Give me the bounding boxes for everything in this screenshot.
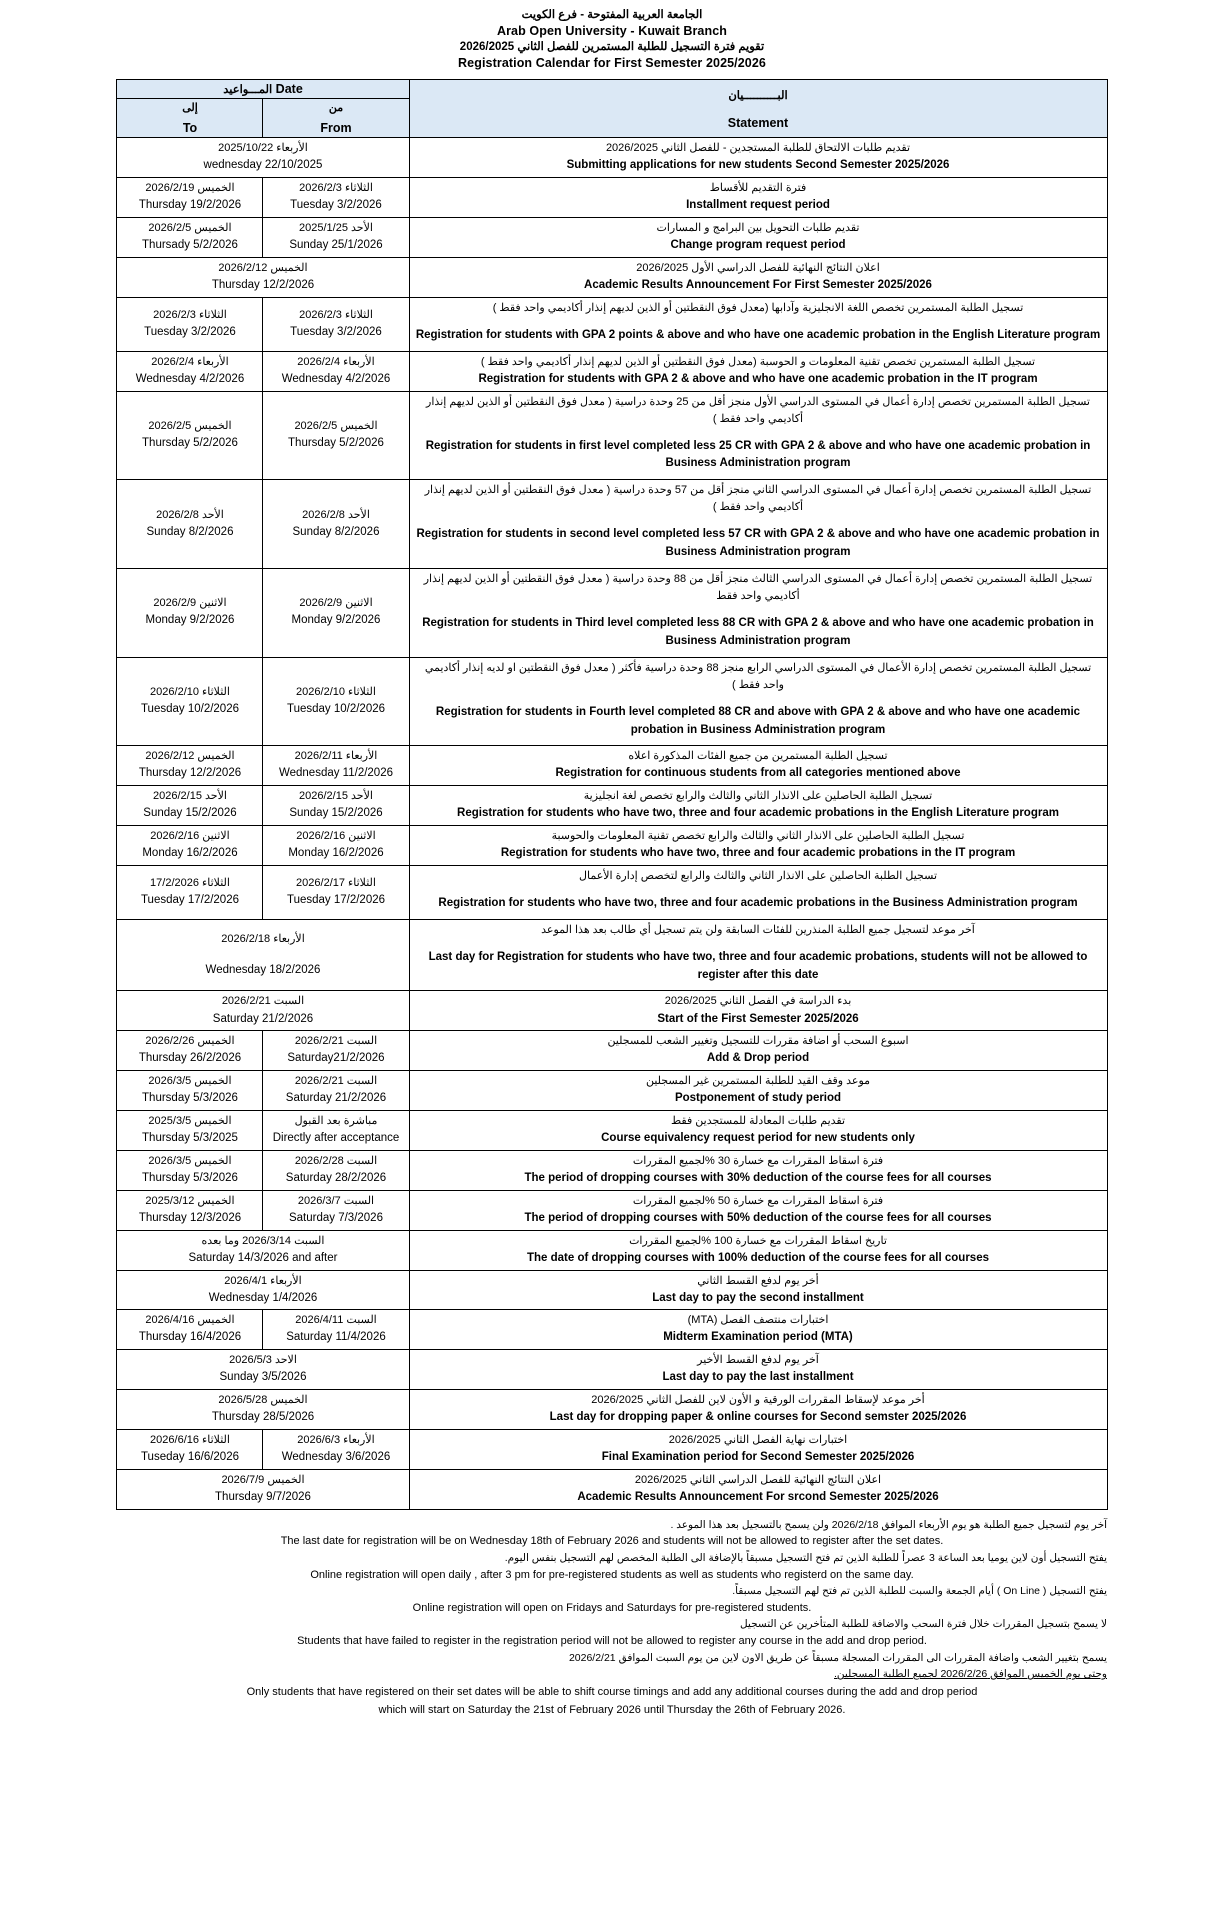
table-body: [117, 138, 1107, 1509]
footer-note-arabic: لا يسمح بتسجيل المقررات خلال فترة السحب والاضافة للطلبة المتأخرين عن التسجيل: [739, 1618, 1107, 1631]
footer-note-arabic: يفتح التسجيل ( On Line ) أيام الجمعة والسبت للطلبة الذين تم فتح لهم التسجيل مسبقاً.: [732, 1585, 1107, 1598]
cell-date-from: [263, 786, 409, 826]
statement-english: Registration for continuous students from all categories mentioned above: [555, 767, 961, 780]
table-row: [117, 1071, 1107, 1111]
cell-statement: [409, 991, 1107, 1031]
table-row: [117, 178, 1107, 218]
date-from-english: Monday 9/2/2026: [291, 614, 381, 627]
cell-date-to: [117, 1429, 263, 1469]
statement-english: The period of dropping courses with 30% deduction of the course fees for all courses: [524, 1171, 992, 1184]
date-arabic: الخميس 2026/2/12: [218, 261, 308, 274]
statement-arabic: تسجيل الطلبة المستمرين تخصص إدارة أعمال في المستوى الدراسي الثالث منجز أقل من 88 وحدة دراسية ( معدل فوق النقطتين أو الذين لديهم إنذار أكاديمي واحد فقط: [423, 572, 1093, 602]
table-row: [117, 297, 1107, 351]
cell-statement: [409, 138, 1107, 178]
date-to-english: Tuesday 17/2/2026: [140, 894, 239, 906]
statement-english: The date of dropping courses with 100% deduction of the course fees for all courses: [526, 1251, 989, 1264]
cell-date-from: [263, 568, 409, 657]
statement-arabic: موعد وقف القيد للطلبة المستمرين غير المسجلين: [645, 1075, 871, 1088]
table-row: [117, 480, 1107, 569]
date-from-arabic: الثلاثاء 2026/2/3: [299, 308, 373, 321]
date-from-english: Tuesday 17/2/2026: [286, 894, 386, 906]
statement-arabic: تقديم طلبات المعادلة للمستجدين فقط: [670, 1115, 846, 1128]
date-to-english: Tuesday 10/2/2026: [140, 703, 239, 716]
university-name-arabic: الجامعة العربية المفتوحة - فرع الكويت: [521, 9, 703, 21]
table-row: [117, 1150, 1107, 1190]
date-to-english: Thursday 16/4/2026: [138, 1331, 242, 1344]
cell-date-merged: [117, 257, 409, 297]
date-english: Thursday 28/5/2026: [211, 1411, 315, 1424]
date-from-arabic: الأحد 2026/2/8: [302, 508, 370, 521]
footer-note: [117, 1651, 1107, 1668]
header-from-arabic: من: [328, 102, 344, 115]
statement-arabic: تسجيل الطلبة المستمرين تخصص إدارة أعمال في المستوى الدراسي الثاني منجز أقل من 57 وحدة دراسية ( معدل فوق النقطتين أو الذين لديهم إنذار أكاديمي واحد فقط ): [424, 484, 1092, 514]
table-row: [117, 991, 1107, 1031]
table-row: [117, 786, 1107, 826]
statement-arabic: فترة اسقاط المقررات مع خسارة 50 %لجميع المقررات: [632, 1194, 884, 1207]
date-to-english: Thursday 5/2/2026: [142, 436, 238, 449]
date-to-arabic: الاثنين 2026/2/9: [153, 597, 227, 610]
date-from-english: Saturday 28/2/2026: [285, 1171, 387, 1184]
date-arabic: الأربعاء 2026/2/18: [221, 932, 305, 945]
cell-statement: [409, 657, 1107, 746]
header-to: [117, 99, 263, 138]
cell-date-merged: [117, 919, 409, 991]
footer-note: [117, 1617, 1107, 1650]
date-from-arabic: الأربعاء 2026/2/4: [297, 355, 375, 368]
cell-statement: [409, 1469, 1107, 1509]
table-row: [117, 1390, 1107, 1430]
cell-date-from: [263, 1310, 409, 1350]
date-to-english: Wednesday 4/2/2026: [135, 372, 245, 385]
statement-english: Academic Results Announcement For First Semester 2025/2026: [584, 278, 932, 291]
date-from-arabic: الثلاثاء 2026/2/10: [296, 686, 376, 699]
date-to-arabic: الثلاثاء 17/2/2026: [150, 876, 230, 889]
cell-date-merged: [117, 1469, 409, 1509]
cell-statement: [409, 1111, 1107, 1151]
statement-english: Midterm Examination period (MTA): [663, 1331, 853, 1344]
date-from-arabic: السبت 2026/4/11: [295, 1314, 377, 1327]
footer-note: [117, 1518, 1107, 1551]
date-english: Wednesday 1/4/2026: [208, 1291, 318, 1304]
statement-arabic: آخر يوم لدفع القسط الأخير: [697, 1354, 819, 1367]
date-to-english: Thursday 12/2/2026: [138, 767, 242, 780]
date-to-english: Tuseday 16/6/2026: [140, 1450, 239, 1463]
statement-arabic: آخر موعد لتسجيل جميع الطلبة المنذرين للفئات السابقة ولن يتم تسجيل أي طالب بعد هذا الموعد: [541, 923, 975, 936]
date-to-arabic: الخميس 2026/2/19: [145, 182, 235, 195]
cell-date-from: [263, 391, 409, 480]
date-to-arabic: الثلاثاء 2026/6/16: [150, 1433, 230, 1446]
date-to-arabic: الخميس 2026/2/12: [145, 750, 235, 763]
cell-statement: [409, 865, 1107, 919]
cell-date-to: [117, 657, 263, 746]
table-row: [117, 826, 1107, 866]
cell-date-from: [263, 480, 409, 569]
cell-statement: [409, 1429, 1107, 1469]
table-row: [117, 351, 1107, 391]
cell-date-from: [263, 178, 409, 218]
statement-english: Registration for students who have two, three and four academic probations in the Business Administration program: [438, 897, 1078, 909]
table-row: [117, 1031, 1107, 1071]
date-from-arabic: السبت 2026/3/7: [297, 1194, 375, 1207]
document-header: [14, 6, 1210, 79]
statement-arabic: تسجيل الطلبة الحاصلين على الانذار الثاني والثالث والرابع تخصص لغة انجليزية: [583, 790, 933, 803]
statement-english: Change program request period: [670, 239, 846, 252]
footer-note: [117, 1702, 1107, 1720]
statement-arabic: فترة التقديم للأقساط: [709, 182, 807, 195]
date-from-english: Thursday 5/2/2026: [288, 436, 384, 449]
cell-date-to: [117, 218, 263, 258]
date-to-arabic: الخميس 2026/4/16: [145, 1314, 235, 1327]
cell-statement: [409, 1270, 1107, 1310]
cell-date-merged: [117, 1390, 409, 1430]
statement-english: Registration for students in first level completed less 25 CR with GPA 2 & above and who have one academic probation in Business Administration program: [425, 439, 1091, 470]
date-to-arabic: الأحد 2026/2/8: [156, 508, 224, 521]
cell-statement: [409, 1150, 1107, 1190]
cell-date-from: [263, 1071, 409, 1111]
statement-english: Installment request period: [686, 199, 830, 212]
date-from-english: Saturday 11/4/2026: [286, 1331, 386, 1344]
header-statement: [409, 80, 1107, 138]
date-from-arabic: السبت 2026/2/21: [294, 1075, 378, 1088]
date-arabic: الخميس 2026/7/9: [221, 1473, 305, 1486]
cell-date-merged: [117, 1350, 409, 1390]
cell-date-to: [117, 826, 263, 866]
date-arabic: السبت 2026/2/21: [221, 995, 305, 1008]
cell-date-merged: [117, 1230, 409, 1270]
date-to-english: Thursday 5/3/2025: [142, 1132, 238, 1145]
header-statement-arabic: البــــــــــيان: [728, 89, 788, 102]
cell-date-from: [263, 1190, 409, 1230]
table-row: [117, 257, 1107, 297]
date-arabic: الأربعاء 2025/10/22: [218, 142, 308, 155]
table-row: [117, 138, 1107, 178]
cell-date-to: [117, 1111, 263, 1151]
date-to-arabic: الثلاثاء 2026/2/10: [150, 686, 230, 699]
statement-english: Add & Drop period: [706, 1052, 810, 1065]
table-row: [117, 1270, 1107, 1310]
cell-date-to: [117, 786, 263, 826]
table-row: [117, 865, 1107, 919]
statement-arabic: تسجيل الطلبة المستمرين من جميع الفئات المذكورة اعلاه: [628, 750, 888, 763]
cell-statement: [409, 480, 1107, 569]
table-row: [117, 568, 1107, 657]
table-row: [117, 1350, 1107, 1390]
cell-date-to: [117, 1150, 263, 1190]
cell-statement: [409, 1350, 1107, 1390]
table-header: [117, 80, 1107, 138]
registration-calendar-table: [116, 79, 1107, 1509]
date-from-arabic: مباشرة بعد القبول: [294, 1115, 378, 1128]
date-from-arabic: الثلاثاء 2026/2/17: [296, 876, 376, 889]
date-from-arabic: الاثنين 2026/2/9: [299, 597, 373, 610]
cell-date-to: [117, 297, 263, 351]
statement-english: Last day for Registration for students who have two, three and four academic probations, students will not be allowed to register after this date: [428, 950, 1088, 981]
date-from-arabic: الأربعاء 2026/6/3: [297, 1433, 375, 1446]
cell-date-from: [263, 1111, 409, 1151]
cell-date-to: [117, 865, 263, 919]
statement-english: Final Examination period for Second Semester 2025/2026: [601, 1450, 915, 1463]
date-to-english: Tuesday 3/2/2026: [144, 325, 236, 338]
cell-date-from: [263, 218, 409, 258]
cell-statement: [409, 1310, 1107, 1350]
date-from-arabic: الاثنين 2026/2/16: [296, 830, 376, 843]
cell-date-from: [263, 351, 409, 391]
cell-statement: [409, 351, 1107, 391]
date-from-english: Saturday21/2/2026: [287, 1052, 385, 1065]
cell-date-to: [117, 746, 263, 786]
date-english: Thursday 12/2/2026: [211, 278, 315, 291]
date-to-english: Thursday 12/3/2026: [138, 1211, 242, 1224]
statement-arabic: اعلان النتائج النهائية للفصل الدراسي الأول 2026/2025: [636, 261, 880, 274]
date-from-english: Wednesday 4/2/2026: [281, 372, 391, 385]
date-from-english: Wednesday 11/2/2026: [278, 767, 393, 780]
statement-english: Registration for students with GPA 2 & above and who have one academic probation in the IT program: [478, 372, 1038, 385]
statement-english: Last day to pay the last installment: [662, 1371, 854, 1384]
date-english: Sunday 3/5/2026: [219, 1371, 307, 1384]
statement-arabic: اختبارات منتصف الفصل (MTA): [687, 1314, 829, 1327]
date-to-arabic: الخميس 2026/2/26: [145, 1035, 235, 1048]
table-row: [117, 1429, 1107, 1469]
statement-arabic: تسجيل الطلبة الحاصلين على الانذار الثاني والثالث والرابع تخصص تقنية المعلومات والحوسبة: [551, 830, 965, 843]
date-to-arabic: الخميس 2026/3/5: [148, 1075, 232, 1088]
date-arabic: الأربعاء 2026/4/1: [224, 1274, 302, 1287]
cell-date-from: [263, 1031, 409, 1071]
statement-arabic: تسجيل الطلبة الحاصلين على الانذار الثاني والثالث والرابع لتخصص إدارة الأعمال: [579, 869, 937, 882]
date-to-english: Sunday 8/2/2026: [146, 525, 234, 538]
statement-arabic: اختبارات نهاية الفصل الثاني 2026/2025: [668, 1433, 848, 1446]
date-to-english: Thursday 26/2/2026: [138, 1052, 242, 1065]
statement-arabic: اعلان النتائج النهائية للفصل الدراسي الثاني 2026/2025: [634, 1473, 882, 1486]
statement-english: Registration for students in Fourth level completed 88 CR and above with GPA 2 & above and who have one academic probation in Business Administration program: [435, 705, 1081, 736]
date-english: Wednesday 18/2/2026: [205, 963, 321, 976]
date-to-arabic: الخميس 2025/3/5: [148, 1115, 232, 1128]
table-row: [117, 1230, 1107, 1270]
cell-statement: [409, 746, 1107, 786]
date-to-arabic: الاثنين 2026/2/16: [150, 830, 230, 843]
cell-date-to: [117, 1071, 263, 1111]
cell-date-from: [263, 746, 409, 786]
cell-date-merged: [117, 1270, 409, 1310]
date-to-english: Monday 9/2/2026: [145, 614, 235, 627]
header-date-group: [117, 80, 409, 99]
date-from-english: Sunday 15/2/2026: [289, 807, 383, 820]
table-row: [117, 1310, 1107, 1350]
cell-date-to: [117, 178, 263, 218]
header-row-top: [117, 80, 1107, 99]
date-from-english: Tuesday 10/2/2026: [286, 703, 386, 716]
cell-date-to: [117, 568, 263, 657]
table-row: [117, 218, 1107, 258]
cell-date-merged: [117, 138, 409, 178]
header-date-english: Date: [275, 82, 303, 97]
cell-statement: [409, 218, 1107, 258]
cell-date-to: [117, 1190, 263, 1230]
date-to-english: Thursday 5/3/2026: [142, 1092, 238, 1105]
table-row: [117, 391, 1107, 480]
footer-note-english: Only students that have registered on their set dates will be able to shift course timings and add any additional courses during the add and drop period: [246, 1686, 978, 1699]
date-from-english: Monday 16/2/2026: [288, 847, 384, 860]
cell-date-from: [263, 826, 409, 866]
cell-statement: [409, 178, 1107, 218]
date-english: wednesday 22/10/2025: [203, 159, 323, 172]
footer-note-arabic: يفتح التسجيل أون لاين يوميا بعد الساعة 3 عصراً للطلبة الذين تم فتح التسجيل مسبقاً بالإضافة الى الطلبة المخصص لهم التسجيل بنفس اليوم.: [504, 1551, 1107, 1564]
statement-arabic: أخر يوم لدفع القسط الثاني: [697, 1274, 819, 1287]
cell-statement: [409, 391, 1107, 480]
cell-statement: [409, 257, 1107, 297]
statement-english: Registration for students in Third level completed less 88 CR with GPA 2 & above and who have one academic probation in Business Administration program: [422, 617, 1094, 647]
calendar-subtitle-english: Registration Calendar for First Semester 2025/2026: [458, 55, 766, 70]
statement-arabic: تسجيل الطلبة المستمرين تخصص إدارة أعمال في المستوى الدراسي الأول منجز أقل من 25 وحدة دراسية ( معدل فوق النقطتين أو الذين لديهم إنذار أكاديمي واحد فقط ): [426, 395, 1090, 425]
statement-arabic: بدء الدراسة في الفصل الثاني 2026/2025: [664, 995, 852, 1008]
statement-english: Academic Results Announcement For srcond Semester 2025/2026: [577, 1490, 939, 1503]
date-to-arabic: الخميس 2026/2/5: [148, 419, 232, 432]
statement-arabic: تقديم طلبات التحويل بين البرامج و المسارات: [656, 222, 860, 235]
header-from-english: From: [320, 121, 352, 136]
table-row: [117, 1190, 1107, 1230]
cell-date-from: [263, 1429, 409, 1469]
statement-arabic: فترة اسقاط المقررات مع خسارة 30 %لجميع المقررات: [632, 1154, 884, 1167]
footer-note: [117, 1667, 1107, 1684]
date-from-english: Tuesday 3/2/2026: [290, 199, 382, 212]
date-from-english: Tuesday 3/2/2026: [290, 325, 382, 338]
university-name-english: Arab Open University - Kuwait Branch: [496, 24, 728, 39]
cell-statement: [409, 297, 1107, 351]
date-from-english: Sunday 25/1/2026: [289, 239, 383, 252]
date-from-arabic: السبت 2026/2/28: [294, 1154, 378, 1167]
statement-english: Registration for students who have two, three and four academic probations in the IT program: [500, 847, 1016, 860]
date-to-english: Sunday 15/2/2026: [143, 807, 237, 820]
statement-english: Submitting applications for new students Second Semester 2025/2026: [566, 159, 950, 172]
statement-arabic: تسجيل الطلبة المستمرين تخصص إدارة الأعمال في المستوى الدراسي الرابع منجز 88 وحدة دراسية فأكثر ( معدل فوق النقطتين او لديه إنذار أكاديمي واحد فقط ): [424, 661, 1092, 691]
cell-date-from: [263, 297, 409, 351]
date-to-arabic: الثلاثاء 2026/2/3: [153, 308, 227, 321]
cell-date-to: [117, 391, 263, 480]
cell-date-merged: [117, 991, 409, 1031]
footer-note-english: which will start on Saturday the 21st of February 2026 until Thursday the 26th of February 2026.: [378, 1703, 846, 1716]
date-arabic: الخميس 2026/5/28: [218, 1394, 308, 1407]
date-from-english: Wednesday 3/6/2026: [281, 1450, 391, 1463]
date-to-arabic: الخميس 2025/3/12: [145, 1194, 235, 1207]
statement-arabic: تسجيل الطلبة المستمرين تخصص اللغة الانجليزية وآدابها (معدل فوق النقطتين أو الذين لديهم إنذار أكاديمي واحد فقط ): [492, 301, 1024, 314]
cell-date-to: [117, 351, 263, 391]
statement-arabic: أخر موعد لإسقاط المقررات الورقية و الأون لاين للفصل الثاني 2026/2025: [591, 1394, 925, 1407]
cell-date-from: [263, 657, 409, 746]
statement-arabic: تقديم طلبات الالتحاق للطلبة المستجدين - للفصل الثاني 2026/2025: [605, 142, 911, 155]
statement-arabic: تسجيل الطلبة المستمرين تخصص تقنية المعلومات و الحوسبة (معدل فوق النقطتين أو الذين لديهم إنذار أكاديمي واحد فقط ): [480, 355, 1036, 368]
footer-note: [117, 1684, 1107, 1702]
cell-date-to: [117, 480, 263, 569]
date-english: Saturday 21/2/2026: [212, 1012, 314, 1025]
date-to-arabic: الخميس 2026/2/5: [148, 222, 232, 235]
statement-english: The period of dropping courses with 50% deduction of the course fees for all courses: [524, 1211, 992, 1224]
date-from-arabic: الأحد 2026/2/15: [299, 790, 373, 803]
date-arabic: السبت 2026/3/14 وما بعده: [201, 1234, 325, 1247]
calendar-subtitle-arabic: تقويم فترة التسجيل للطلبة المستمرين للفصل الثاني 2026/2025: [459, 40, 765, 53]
cell-statement: [409, 1390, 1107, 1430]
table-row: [117, 1469, 1107, 1509]
table-row: [117, 746, 1107, 786]
footer-note-arabic: وحتى يوم الخميس الموافق 2026/2/26 لجميع الطلبة المسجلين.: [834, 1668, 1107, 1681]
footer-note-english: The last date for registration will be on Wednesday 18th of February 2026 and students will not be allowed to register after the set dates.: [280, 1535, 944, 1548]
footer-note-english: Online registration will open daily , after 3 pm for pre-registered students as well as students who registerd on the same day.: [310, 1568, 914, 1581]
cell-statement: [409, 919, 1107, 991]
date-arabic: الاحد 2026/5/3: [229, 1354, 297, 1367]
footer-note-english: Online registration will open on Fridays and Saturdays for pre-registered students.: [412, 1601, 812, 1614]
date-from-english: Saturday 21/2/2026: [285, 1092, 387, 1105]
cell-statement: [409, 1230, 1107, 1270]
table-row: [117, 919, 1107, 991]
date-from-english: Saturday 7/3/2026: [288, 1211, 383, 1224]
table-row: [117, 657, 1107, 746]
statement-english: Last day for dropping paper & online courses for Second semster 2025/2026: [549, 1411, 967, 1424]
cell-statement: [409, 786, 1107, 826]
cell-date-from: [263, 1150, 409, 1190]
statement-english: Last day to pay the second installment: [652, 1291, 864, 1304]
date-to-english: Thursday 19/2/2026: [138, 199, 242, 212]
cell-statement: [409, 568, 1107, 657]
date-from-arabic: الأحد 2025/1/25: [299, 222, 373, 235]
date-from-arabic: الثلاثاء 2026/2/3: [299, 182, 373, 195]
cell-date-to: [117, 1310, 263, 1350]
statement-arabic: اسبوع السحب أو اضافة مقررات للتسجيل وتغيير الشعب للمسجلين: [607, 1035, 909, 1048]
date-from-english: Sunday 8/2/2026: [292, 525, 380, 538]
header-date-arabic: المـــواعيد: [223, 84, 273, 97]
cell-statement: [409, 1071, 1107, 1111]
date-to-arabic: الأربعاء 2026/2/4: [151, 355, 229, 368]
footer-note: [117, 1584, 1107, 1617]
statement-arabic: تاريخ اسقاط المقررات مع خسارة 100 %لجميع المقررات: [629, 1234, 887, 1247]
footer-note-arabic: آخر يوم لتسجيل جميع الطلبة هو يوم الأربعاء الموافق 2026/2/18 ولن يسمح بالتسجيل بعد هذا الموعد .: [670, 1518, 1107, 1531]
cell-statement: [409, 826, 1107, 866]
date-to-english: Monday 16/2/2026: [142, 847, 238, 860]
date-to-english: Thursady 5/2/2026: [142, 239, 238, 252]
statement-english: Course equivalency request period for new students only: [601, 1132, 915, 1145]
cell-statement: [409, 1031, 1107, 1071]
date-to-arabic: الخميس 2026/3/5: [148, 1154, 232, 1167]
date-english: Saturday 14/3/2026 and after: [188, 1251, 338, 1264]
footer-note-arabic: يسمح بتغيير الشعب واضافة المقررات الى المقررات المسجلة مسبقاً عن طريق الاون لاين من يوم السبت الموافق 2026/2/21: [568, 1651, 1107, 1664]
date-to-arabic: الأحد 2026/2/15: [153, 790, 227, 803]
date-from-english: Directly after acceptance: [272, 1132, 400, 1145]
date-from-arabic: الخميس 2026/2/5: [294, 419, 378, 432]
date-to-english: Thursday 5/3/2026: [142, 1171, 238, 1184]
statement-english: Registration for students who have two, three and four academic probations in the English Literature program: [457, 807, 1059, 820]
header-from: [263, 99, 409, 138]
table-row: [117, 1111, 1107, 1151]
header-statement-english: Statement: [727, 115, 789, 130]
footer-note-english: Students that have failed to register in the registration period will not be allowed to register any course in the add and drop period.: [297, 1635, 927, 1648]
statement-english: Start of the First Semester 2025/2026: [657, 1012, 859, 1025]
date-english: Thursday 9/7/2026: [215, 1490, 311, 1503]
footer-notes: [117, 1518, 1107, 1720]
statement-english: Postponement of study period: [674, 1092, 842, 1105]
footer-note: [117, 1551, 1107, 1584]
date-from-arabic: الأربعاء 2026/2/11: [294, 750, 378, 763]
statement-english: Registration for students in second level completed less 57 CR with GPA 2 & above and who have one academic probation in Business Administration program: [416, 528, 1100, 559]
header-to-english: To: [182, 121, 198, 136]
cell-date-to: [117, 1031, 263, 1071]
date-from-arabic: السبت 2026/2/21: [294, 1035, 378, 1048]
cell-date-from: [263, 865, 409, 919]
statement-english: Registration for students with GPA 2 points & above and who have one academic probation in the English Literature program: [415, 328, 1101, 341]
header-to-arabic: إلى: [182, 102, 198, 115]
cell-statement: [409, 1190, 1107, 1230]
